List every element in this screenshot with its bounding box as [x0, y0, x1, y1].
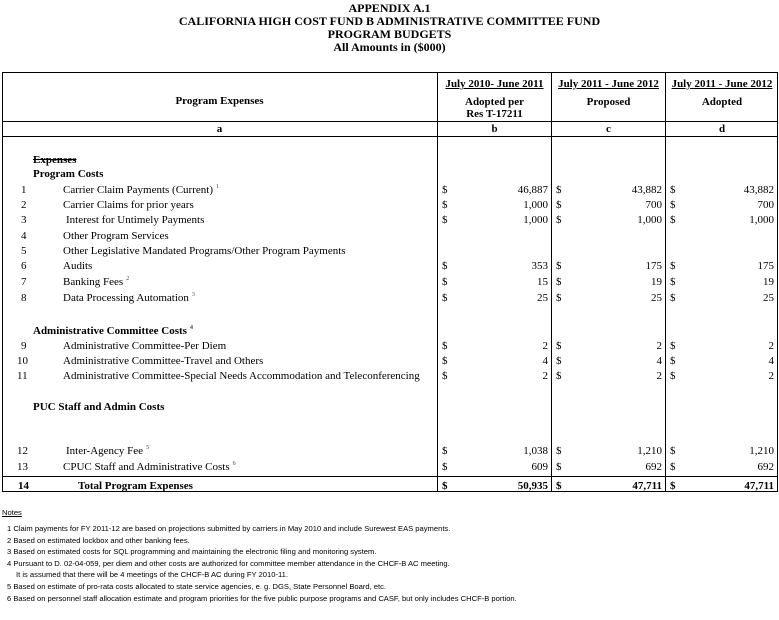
value-b: 46,887 [517, 184, 548, 196]
row-label [63, 355, 263, 367]
header-rule [2, 121, 778, 122]
row-label [63, 276, 129, 288]
footnote-marker: 3 [191, 292, 195, 299]
note-item: It is assumed that there will be 4 meetings of the CHCF-B AC during FY 2010-11. [16, 570, 288, 580]
dollar-sign-b: $ [442, 461, 448, 473]
row-label-text: Other Legislative Mandated Programs/Other Program Payments [63, 245, 346, 257]
value-c: 692 [645, 461, 662, 473]
total-value-b: 50,935 [517, 480, 548, 492]
dollar-sign-d: $ [670, 355, 676, 367]
value-d: 2 [768, 370, 774, 382]
value-b: 353 [531, 260, 548, 272]
value-b: 1,000 [523, 214, 548, 226]
value-d: 1,210 [749, 445, 774, 457]
dollar-sign-d: $ [670, 199, 676, 211]
footnote-marker: 2 [126, 276, 130, 283]
dollar-sign-b: $ [442, 292, 448, 304]
row-label-text: Data Processing Automation [63, 292, 189, 304]
value-b: 4 [542, 355, 548, 367]
value-d: 2 [768, 340, 774, 352]
row-label [63, 370, 420, 382]
dollar-sign-b: $ [442, 340, 448, 352]
dollar-sign-c: $ [556, 445, 562, 457]
row-label-text: Audits [63, 260, 93, 272]
row-label [63, 340, 226, 352]
row-label [63, 292, 195, 304]
col-divider-d [665, 72, 666, 492]
row-number: 4 [21, 230, 27, 242]
col-b-label2: Res T-17211 [466, 108, 523, 120]
value-c: 700 [645, 199, 662, 211]
row-label [63, 230, 169, 242]
total-rule [2, 476, 778, 477]
row-number: 11 [17, 370, 28, 382]
note-item: 6 Based on personnel staff allocation estimate and program priorities for the five public purpose programs and CASF, but only includes CHCF-B portion. [7, 593, 517, 603]
value-b: 2 [542, 370, 548, 382]
dollar-sign-c: $ [556, 260, 562, 272]
program-budgets-title: PROGRAM BUDGETS [327, 27, 452, 41]
total-dollar-d: $ [670, 480, 676, 492]
row-label [66, 214, 204, 226]
row-label [63, 199, 194, 211]
note-item: 2 Based on estimated lockbox and other banking fees. [7, 535, 190, 545]
row-number: 1 [21, 184, 27, 196]
dollar-sign-b: $ [442, 355, 448, 367]
appendix-title: APPENDIX A.1 [348, 1, 431, 15]
col-c-period: July 2011 - June 2012 [558, 78, 659, 90]
col-divider-b [437, 72, 438, 492]
note-item: 1 Claim payments for FY 2011-12 are based on projections submitted by carriers in May 2010 and include Surewest EAS payments. [7, 524, 451, 533]
value-b: 25 [537, 292, 548, 304]
value-d: 4 [768, 355, 774, 367]
dollar-sign-b: $ [442, 214, 448, 226]
value-c: 1,210 [637, 445, 662, 457]
value-c: 4 [656, 355, 662, 367]
dollar-sign-b: $ [442, 184, 448, 196]
value-d: 19 [763, 276, 774, 288]
dollar-sign-c: $ [556, 370, 562, 382]
row-label-text: Administrative Committee-Per Diem [63, 340, 227, 352]
value-c: 2 [656, 340, 662, 352]
total-row-number: 14 [18, 480, 29, 492]
row-label [63, 184, 219, 196]
value-b: 1,000 [523, 199, 548, 211]
row-number: 9 [21, 340, 27, 352]
dollar-sign-b: $ [442, 370, 448, 382]
col-c-label: Proposed [586, 96, 631, 108]
row-number: 6 [21, 260, 27, 272]
value-c: 25 [651, 292, 662, 304]
dollar-sign-c: $ [556, 276, 562, 288]
dollar-sign-c: $ [556, 199, 562, 211]
row-label [66, 445, 149, 457]
col-d-label: Adopted [701, 96, 743, 108]
col-letter-c: c [606, 123, 611, 135]
row-label [63, 461, 236, 473]
col-d-period: July 2011 - June 2012 [671, 78, 773, 90]
value-d: 700 [757, 199, 774, 211]
dollar-sign-d: $ [670, 292, 676, 304]
value-b: 1,038 [523, 445, 548, 457]
col-b-period: July 2010- June 2011 [445, 78, 544, 90]
row-number: 7 [21, 276, 27, 288]
notes-title: Notes [2, 508, 22, 517]
value-b: 609 [531, 461, 548, 473]
expenses-heading: Expenses [33, 154, 77, 166]
total-row-label: Total Program Expenses [78, 480, 193, 492]
admin-committee-heading: Administrative Committee Costs $^4$ [33, 325, 193, 337]
value-c: 43,882 [631, 184, 662, 196]
program-expenses-header: Program Expenses [175, 95, 264, 107]
row-label-text: Carrier Claim Payments (Current) [63, 184, 213, 196]
dollar-sign-d: $ [670, 461, 676, 473]
value-d: 25 [763, 292, 774, 304]
row-number: 3 [21, 214, 27, 226]
row-number: 8 [21, 292, 27, 304]
dollar-sign-b: $ [442, 199, 448, 211]
row-number: 2 [21, 199, 27, 211]
total-dollar-b: $ [442, 480, 448, 492]
footnote-marker: 5 [146, 445, 150, 452]
dollar-sign-d: $ [670, 260, 676, 272]
row-number: 12 [17, 445, 28, 457]
letter-rule [2, 136, 778, 137]
dollar-sign-c: $ [556, 214, 562, 226]
total-dollar-c: $ [556, 480, 562, 492]
dollar-sign-b: $ [442, 445, 448, 457]
dollar-sign-c: $ [556, 340, 562, 352]
col-divider-c [551, 72, 552, 492]
dollar-sign-d: $ [670, 445, 676, 457]
row-label-text: Administrative Committee-Travel and Others [63, 355, 264, 367]
row-label-text: Administrative Committee-Special Needs Accommodation and Teleconferencing [63, 370, 420, 382]
value-c: 175 [645, 260, 662, 272]
row-label-text: Other Program Services [63, 230, 169, 242]
row-label [63, 260, 92, 272]
row-number: 10 [17, 355, 28, 367]
footnote-marker: 1 [216, 184, 219, 191]
dollar-sign-c: $ [556, 184, 562, 196]
col-b-label: Adopted per [465, 96, 524, 108]
row-label-text: Inter-Agency Fee [66, 445, 144, 457]
dollar-sign-c: $ [556, 461, 562, 473]
dollar-sign-d: $ [670, 340, 676, 352]
col-letter-b: b [491, 123, 498, 135]
value-b: 2 [542, 340, 548, 352]
dollar-sign-d: $ [670, 214, 676, 226]
dollar-sign-c: $ [556, 292, 562, 304]
row-label-text: Interest for Untimely Payments [66, 214, 205, 226]
fund-title: CALIFORNIA HIGH COST FUND B ADMINISTRATIVE COMMITTEE FUND [178, 14, 601, 28]
dollar-sign-d: $ [670, 370, 676, 382]
dollar-sign-c: $ [556, 355, 562, 367]
row-number: 13 [17, 461, 28, 473]
col-letter-a: a [216, 123, 223, 135]
total-value-d: 47,711 [744, 480, 774, 492]
program-costs-heading: Program Costs [33, 168, 104, 180]
row-label [63, 245, 346, 257]
dollar-sign-d: $ [670, 184, 676, 196]
value-c: 1,000 [637, 214, 662, 226]
puc-staff-heading: PUC Staff and Admin Costs [33, 401, 165, 413]
row-label-text: Banking Fees [63, 276, 124, 288]
row-label-text: Carrier Claims for prior years [63, 199, 194, 211]
dollar-sign-d: $ [670, 276, 676, 288]
total-value-c: 47,711 [632, 480, 662, 492]
note-item: 4 Pursuant to D. 02-04-059, per diem and other costs are authorized for committee member attendance in the CHCF-B AC meeting. [7, 558, 450, 568]
row-number: 5 [21, 245, 27, 257]
dollar-sign-b: $ [442, 276, 448, 288]
dollar-sign-b: $ [442, 260, 448, 272]
note-item: 3 Based on estimated costs for SQL programming and maintaining the electronic filing and monitoring system. [7, 547, 377, 557]
amounts-subtitle: All Amounts in ($000) [333, 40, 446, 54]
col-letter-d: d [718, 123, 726, 135]
value-d: 692 [757, 461, 774, 473]
value-c: 2 [656, 370, 662, 382]
note-item: 5 Based on estimate of pro-rata costs allocated to state service agencies, e. g. DGS, State Personnel Board, etc. [7, 582, 387, 591]
value-c: 19 [651, 276, 662, 288]
value-d: 175 [757, 260, 774, 272]
value-d: 43,882 [743, 184, 774, 196]
value-d: 1,000 [749, 214, 774, 226]
value-b: 15 [537, 276, 548, 288]
footnote-marker: 6 [232, 461, 236, 468]
row-label-text: CPUC Staff and Administrative Costs [63, 461, 230, 473]
